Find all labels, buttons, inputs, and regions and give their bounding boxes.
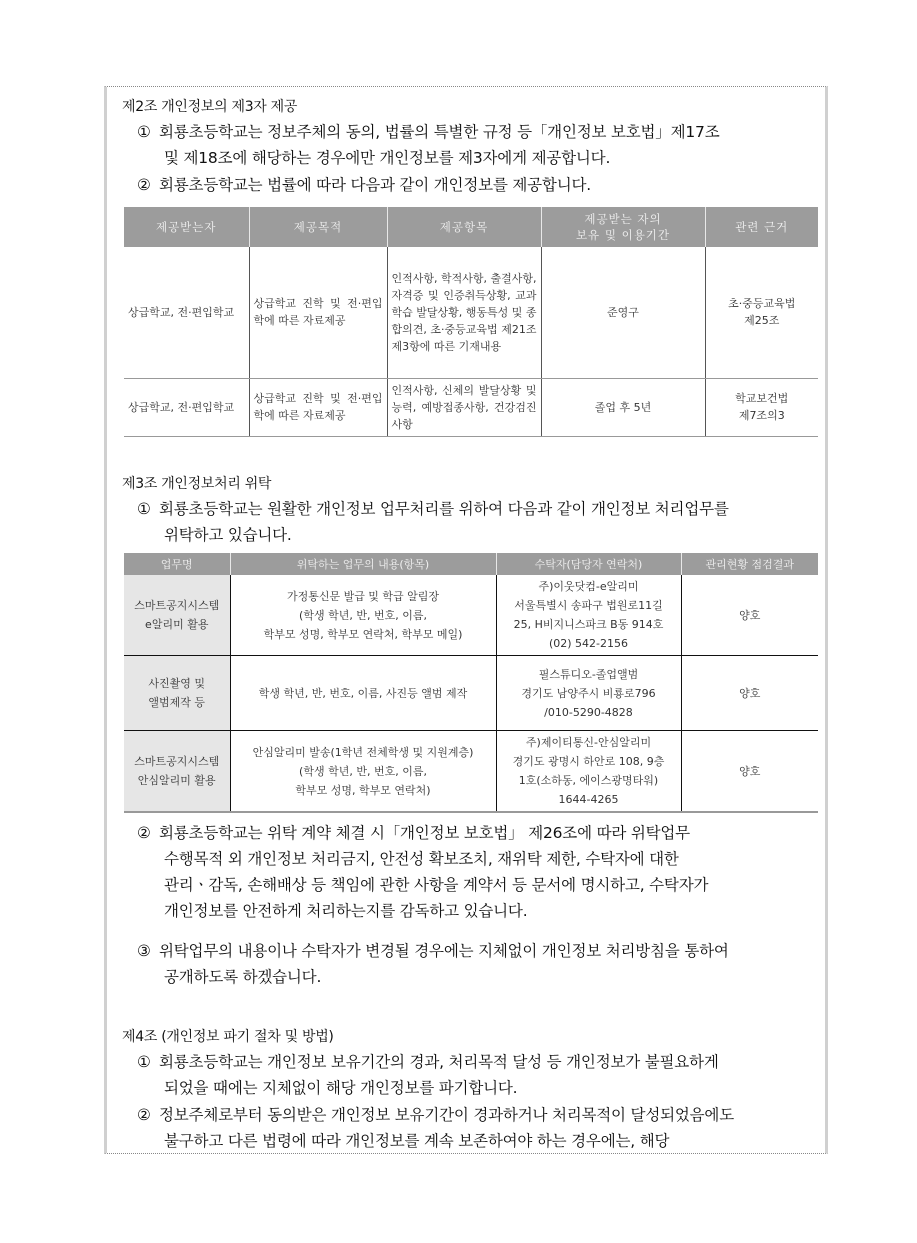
article3-item1: ① 회룡초등학교는 원활한 개인정보 업무처리를 위하여 다음과 같이 개인정보 처리업무를 위탁하고 있습니다.: [137, 496, 815, 548]
item-number: ②: [137, 1106, 151, 1124]
column-header: 제공받는 자의 보유 및 이용기간: [541, 207, 705, 247]
content-cell: 안심알리미 발송(1학년 전체학생 및 지원계층) (학생 학년, 반, 번호, 이름, 학부모 성명, 학부모 연락처): [230, 731, 496, 813]
table-header-row: [124, 553, 818, 575]
basis-cell: 초·중등교육법 제25조: [705, 247, 818, 378]
article3-heading: 제3조 개인정보처리 위탁: [122, 476, 272, 492]
column-header: 수탁자(담당자 연락처): [496, 553, 681, 575]
table-row: [124, 575, 818, 656]
column-header: 제공받는자: [124, 207, 249, 247]
outsourcing-table: [124, 553, 818, 813]
item-number: ①: [137, 500, 151, 518]
basis-cell: 학교보건법 제7조의3: [705, 378, 818, 436]
task-cell: 스마트공지시스템 안심알리미 활용: [124, 731, 230, 813]
period-cell: 준영구: [541, 247, 705, 378]
content-cell: 가정통신문 발급 및 학급 알림장 (학생 학년, 반, 번호, 이름, 학부모 성명, 학부모 연락처, 학부모 메일): [230, 575, 496, 656]
column-header: 관리현황 점검결과: [681, 553, 818, 575]
article4-heading: 제4조 (개인정보 파기 절차 및 방법): [122, 1029, 334, 1045]
content-cell: 학생 학년, 반, 번호, 이름, 사진등 앨범 제작: [230, 656, 496, 731]
table-row: [124, 656, 818, 731]
purpose-cell: 상급학교 진학 및 전·편입학에 따른 자료제공: [249, 247, 387, 378]
items-cell: 인적사항, 학적사항, 출결사항, 자격증 및 인증취득상황, 교과학습 발달상황, 행동특성 및 종합의견, 초·중등교육법 제21조제3항에 따른 기재내용: [387, 247, 541, 378]
items-cell: 인적사항, 신체의 발달상황 및 능력, 예방접종사항, 건강검진 사항: [387, 378, 541, 436]
item-number: ①: [137, 1053, 151, 1071]
column-header: 제공항목: [387, 207, 541, 247]
table-row: [124, 731, 818, 813]
result-cell: 양호: [681, 656, 818, 731]
article3-item2: ② 회룡초등학교는 위탁 계약 체결 시「개인정보 보호법」 제26조에 따라 위탁업무 수행목적 외 개인정보 처리금지, 안전성 확보조치, 재위탁 제한, 수탁자에 대한 관리ㆍ감독, 손해배상 등 책임에 관한 사항을 계약서 등 문서에 명시하고, 수탁자가 개인정보를 안전하게 처리하는지를 감독하고 있습니다.: [137, 820, 815, 924]
recipient-cell: 상급학교, 전·편입학교: [124, 378, 249, 436]
article2-heading: 제2조 개인정보의 제3자 제공: [122, 99, 298, 115]
item-number: ③: [137, 942, 151, 960]
table-header-row: [124, 207, 818, 247]
purpose-cell: 상급학교 진학 및 전·편입학에 따른 자료제공: [249, 378, 387, 436]
article3-item3: ③ 위탁업무의 내용이나 수탁자가 변경될 경우에는 지체없이 개인정보 처리방침을 통하여 공개하도록 하겠습니다.: [137, 938, 815, 990]
task-cell: 사진촬영 및 앨범제작 등: [124, 656, 230, 731]
contractor-cell: 필스튜디오-졸업앨범 경기도 남양주시 비룡로796 /010-5290-4828: [496, 656, 681, 731]
recipient-cell: 상급학교, 전·편입학교: [124, 247, 249, 378]
table-row: [124, 247, 818, 378]
result-cell: 양호: [681, 731, 818, 813]
article4-item1: ① 회룡초등학교는 개인정보 보유기간의 경과, 처리목적 달성 등 개인정보가 불필요하게 되었을 때에는 지체없이 해당 개인정보를 파기합니다.: [137, 1049, 815, 1101]
column-header: 관련 근거: [705, 207, 818, 247]
result-cell: 양호: [681, 575, 818, 656]
item-number: ①: [137, 123, 151, 141]
column-header: 제공목적: [249, 207, 387, 247]
provision-table: [124, 207, 818, 437]
article2-item2: ② 회룡초등학교는 법률에 따라 다음과 같이 개인정보를 제공합니다.: [137, 172, 815, 198]
column-header: 위탁하는 업무의 내용(항목): [230, 553, 496, 575]
item-number: ②: [137, 176, 151, 194]
article4-item2: ② 정보주체로부터 동의받은 개인정보 보유기간이 경과하거나 처리목적이 달성되었음에도 불구하고 다른 법령에 따라 개인정보를 계속 보존하여야 하는 경우에는, 해당: [137, 1102, 815, 1154]
table-row: [124, 378, 818, 436]
article2-item1: ① 회룡초등학교는 정보주체의 동의, 법률의 특별한 규정 등「개인정보 보호법」제17조 및 제18조에 해당하는 경우에만 개인정보를 제3자에게 제공합니다.: [137, 119, 815, 171]
contractor-cell: 주)이웃닷컴-e알리미 서울특별시 송파구 법원로11길 25, H비지니스파크 B동 914호 (02) 542-2156: [496, 575, 681, 656]
contractor-cell: 주)제이티통신-안심알리미 경기도 광명시 하안로 108, 9층 1호(소하동, 에이스광명타워) 1644-4265: [496, 731, 681, 813]
item-number: ②: [137, 824, 151, 842]
task-cell: 스마트공지시스템 e알리미 활용: [124, 575, 230, 656]
column-header: 업무명: [124, 553, 230, 575]
period-cell: 졸업 후 5년: [541, 378, 705, 436]
